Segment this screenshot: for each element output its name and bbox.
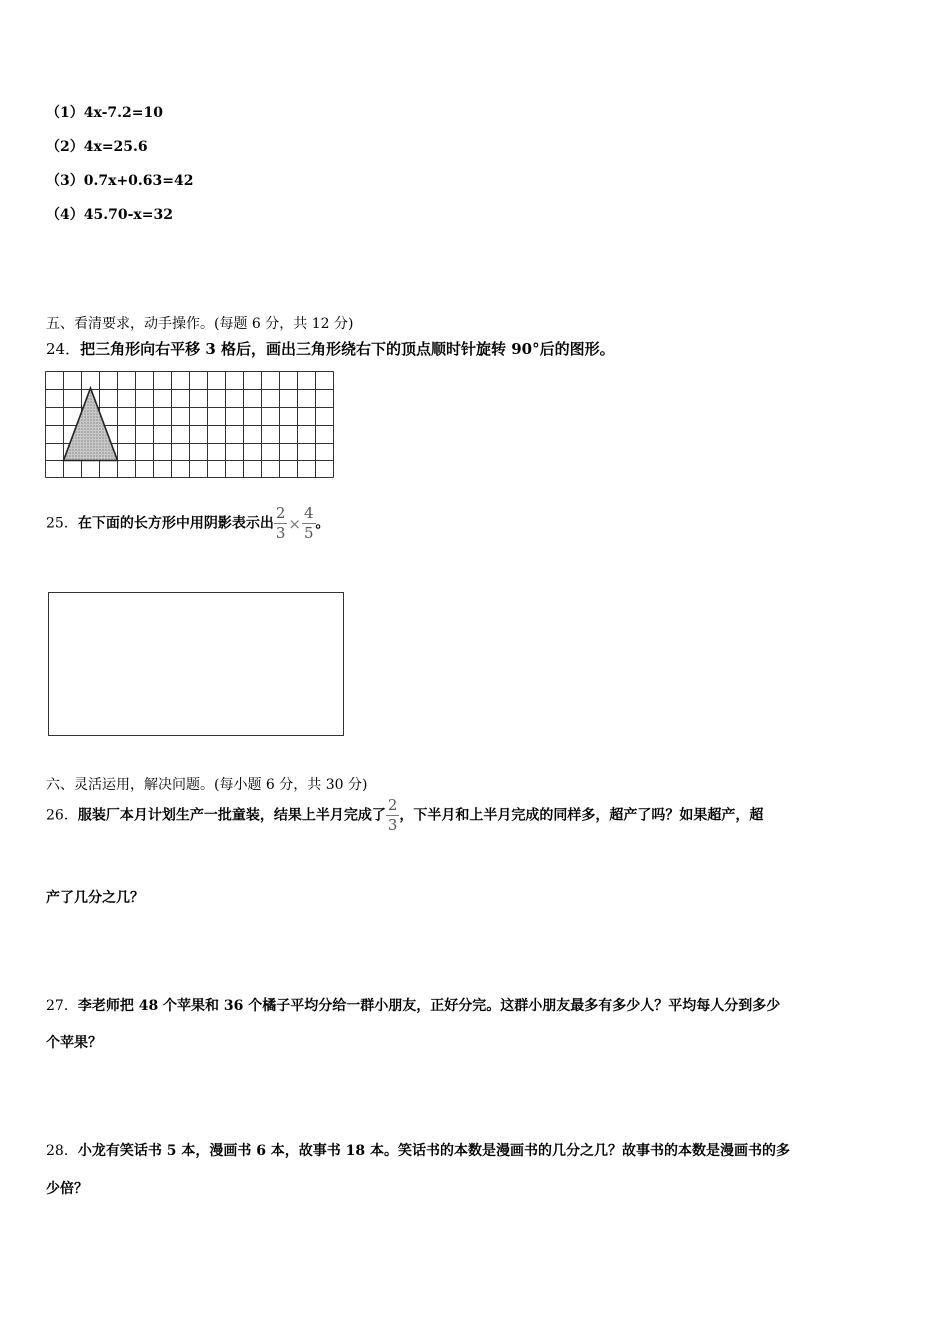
question-25-end: 。	[315, 515, 330, 532]
shaded-triangle	[64, 388, 118, 461]
question-28-number: 28．	[46, 1143, 78, 1159]
question-24	[46, 338, 615, 359]
fraction-numerator: 2	[275, 504, 286, 522]
question-28-line-2: 少倍？	[46, 1181, 88, 1197]
question-26	[46, 798, 763, 833]
question-26-number: 26．	[46, 807, 78, 824]
equation-3: （3）0.7x+0.63=42	[46, 173, 194, 189]
equation-4: （4）45.70-x=32	[46, 207, 173, 223]
question-25-number: 25．	[46, 515, 78, 532]
equation-1: （1）4x-7.2=10	[46, 105, 163, 121]
fraction-two-thirds	[274, 506, 288, 541]
section-6-heading: 六、灵活运用，解决问题。(每小题 6 分，共 30 分)	[46, 777, 368, 793]
fraction-denominator: 5	[303, 524, 314, 542]
question-27-number: 27．	[46, 998, 78, 1014]
fraction-numerator: 2	[387, 796, 398, 814]
question-24-text: 把三角形向右平移 3 格后，画出三角形绕右下的顶点顺时针旋转 90°后的图形。	[80, 340, 615, 358]
multiply-sign: ×	[288, 514, 301, 533]
fraction-denominator: 3	[275, 524, 286, 542]
question-24-number: 24．	[46, 340, 81, 358]
question-27-text: 李老师把 48 个苹果和 36 个橘子平均分给一群小朋友，正好分完。这群小朋友最多有多少人？平均每人分到多少	[77, 998, 781, 1014]
fraction-numerator: 4	[303, 504, 314, 522]
fraction-two-thirds	[386, 798, 400, 833]
grid-with-triangle	[45, 371, 335, 479]
answer-rectangle	[48, 592, 344, 736]
equation-2: （2）4x=25.6	[46, 139, 148, 155]
question-26-text-cont: ，下半月和上半月完成的同样多，超产了吗？如果超产，超	[399, 807, 764, 824]
question-28-text: 小龙有笑话书 5 本，漫画书 6 本，故事书 18 本。笑话书的本数是漫画书的几分之几？故事书的本数是漫画书的多	[77, 1143, 791, 1159]
section-5-heading: 五、看清要求，动手操作。(每题 6 分，共 12 分)	[46, 316, 354, 332]
question-25-text: 在下面的长方形中用阴影表示出	[77, 515, 274, 532]
question-28	[46, 1140, 790, 1160]
question-26-text: 服装厂本月计划生产一批童装，结果上半月完成了	[77, 807, 386, 824]
question-27-line-2: 个苹果？	[46, 1035, 102, 1051]
question-27	[46, 995, 780, 1015]
question-26-line-2: 产了几分之几？	[46, 890, 144, 906]
fraction-denominator: 3	[387, 816, 398, 834]
fraction-four-fifths	[302, 506, 316, 541]
question-25	[46, 506, 330, 541]
